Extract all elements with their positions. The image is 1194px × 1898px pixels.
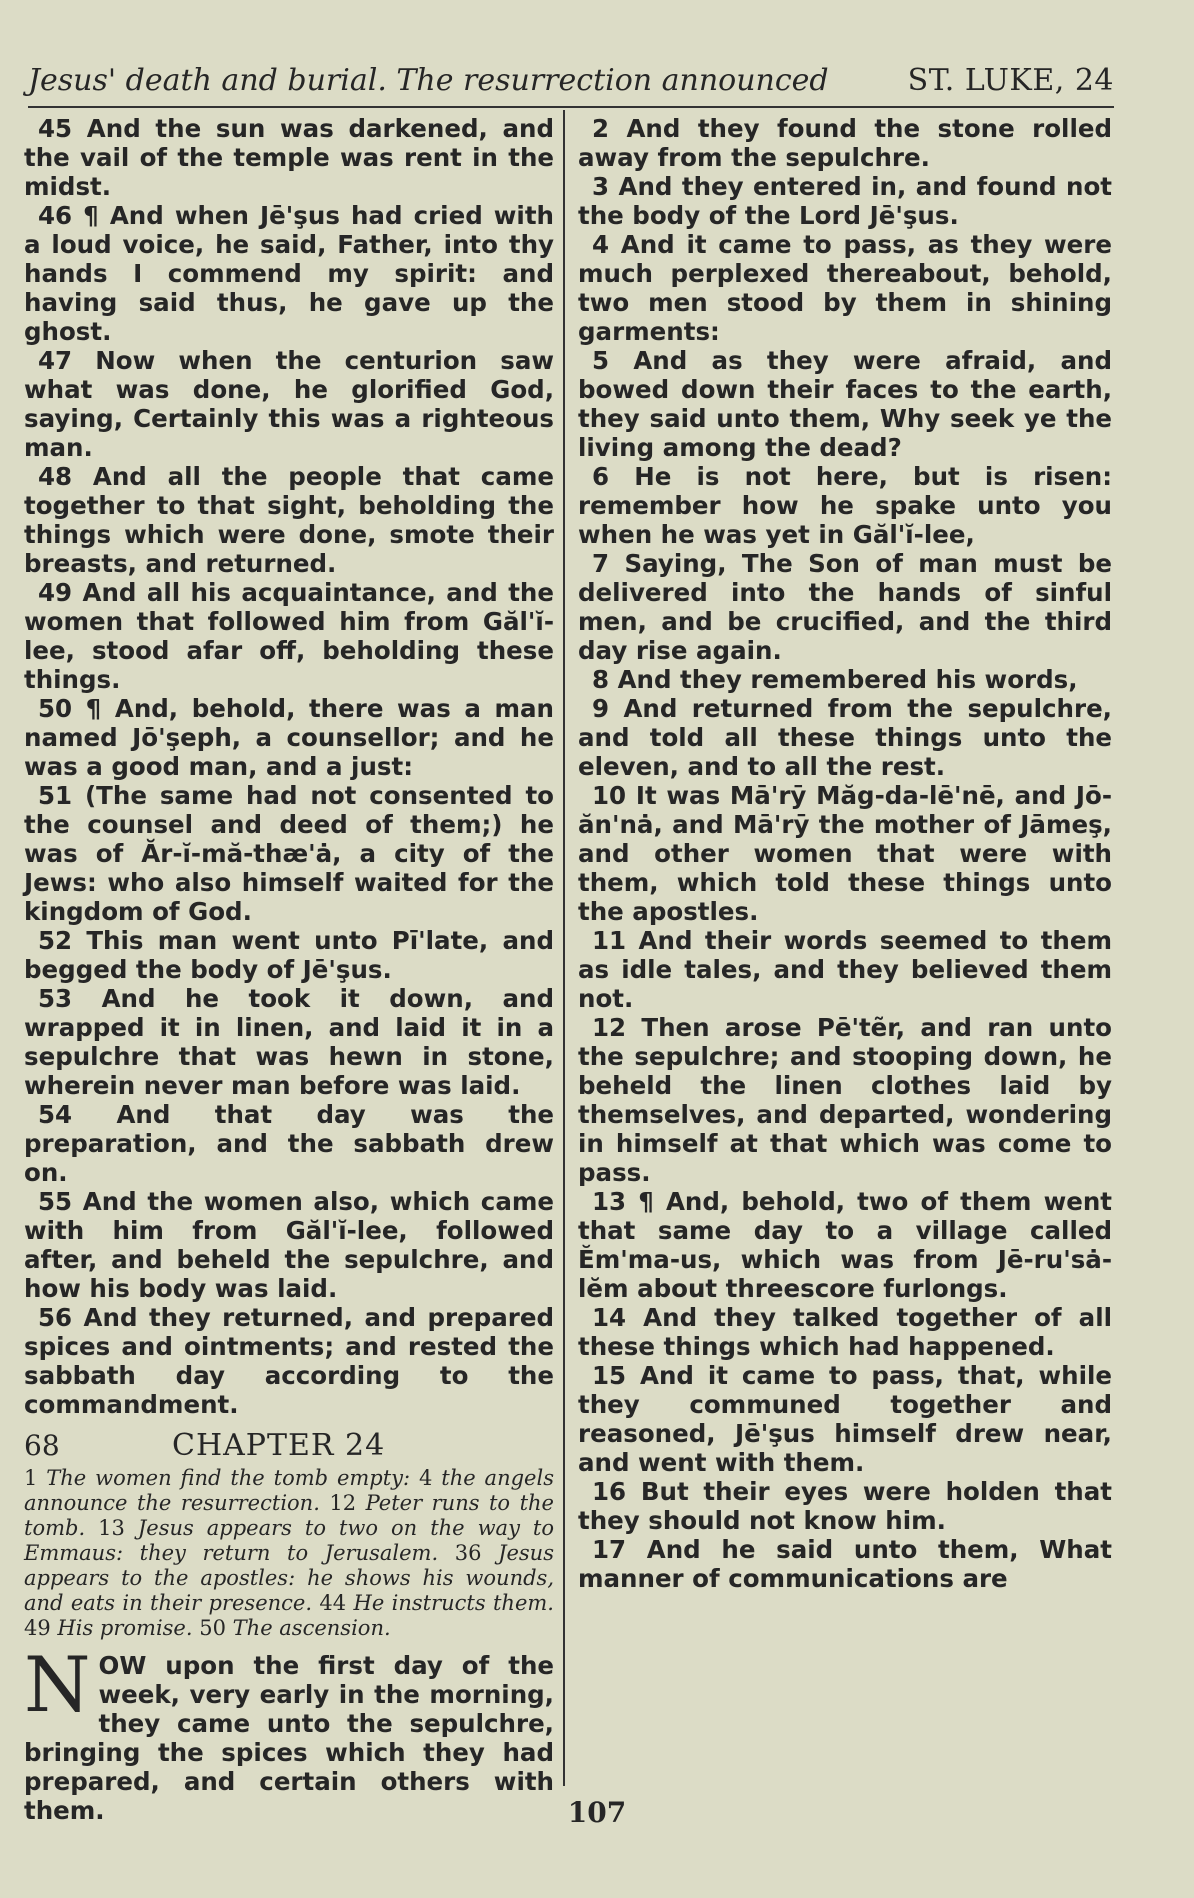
summary-text: His promise. — [57, 1616, 193, 1640]
chapter-index-number: 68 — [24, 1429, 60, 1462]
verse: 52 This man went unto Pī'late, and begged the body of Jē'şus. — [24, 926, 554, 984]
verse: 13 ¶ And, behold, two of them went that same day to a village called Ĕm'ma-us, which was from Jē-ru'sȧ-lĕm about threescore furlongs. — [578, 1187, 1112, 1303]
chapter-title: CHAPTER 24 — [172, 1428, 386, 1463]
verse: 49 And all his acquaintance, and the women that followed him from Găl'ĭ-lee, stood afar off, beholding these things. — [24, 578, 554, 694]
summary-verse-ref: 44 — [319, 1591, 347, 1615]
verse: 48 And all the people that came together to that sight, beholding the things which were done, smote their breasts, and returned. — [24, 462, 554, 578]
summary-verse-ref: 13 — [98, 1516, 125, 1540]
header-section-title: Jesus' death and burial. The resurrection announced — [28, 63, 829, 98]
verse: 11 And their words seemed to them as idle tales, and they believed them not. — [578, 926, 1112, 1013]
verse: 7 Saying, The Son of man must be delivered into the hands of sinful men, and be crucified, and the third day rise again. — [578, 549, 1112, 665]
verse: 50 ¶ And, behold, there was a man named Jō'şeph, a counsellor; and he was a good man, and a just: — [24, 694, 554, 781]
running-header — [28, 54, 1114, 98]
summary-text: the angels announce the resurrection. — [24, 1466, 554, 1515]
verse: 46 ¶ And when Jē'şus had cried with a loud voice, he said, Father, into thy hands I commend my spirit: and having said thus, he gave up the ghost. — [24, 201, 554, 346]
summary-verse-ref: 12 — [329, 1491, 357, 1515]
summary-verse-ref: 4 — [419, 1466, 433, 1490]
verse: 17 And he said unto them, What manner of communications are — [578, 1535, 1112, 1593]
right-column — [578, 114, 1112, 1788]
verse: 55 And the women also, which came with him from Găl'ĭ-lee, followed after, and beheld the sepulchre, and how his body was laid. — [24, 1187, 554, 1303]
left-verses — [24, 114, 554, 1419]
verse: 53 And he took it down, and wrapped it in linen, and laid it in a sepulchre that was hewn in stone, wherein never man before was laid. — [24, 984, 554, 1100]
summary-verse-ref: 36 — [454, 1541, 482, 1565]
verse: 9 And returned from the sepulchre, and told all these things unto the eleven, and to all the rest. — [578, 694, 1112, 781]
header-book-chapter: ST. LUKE, 24 — [907, 63, 1114, 98]
summary-text: Jesus appears to the apostles: he shows his wounds, and eats in their presence. — [24, 1541, 554, 1615]
drop-cap: N — [24, 1640, 91, 1729]
summary-verse-ref: 50 — [199, 1616, 226, 1640]
verse: 56 And they returned, and prepared spices and ointments; and rested the sabbath day according to the commandment. — [24, 1303, 554, 1419]
verse: 6 He is not here, but is risen: remember how he spake unto you when he was yet in Găl'ĭ-lee, — [578, 462, 1112, 549]
right-verses — [578, 114, 1112, 1593]
verse: 51 (The same had not consented to the counsel and deed of them;) he was of Ăr-ĭ-mă-thæ'ȧ, a city of the Jews: who also himself waited for the kingdom of God. — [24, 781, 554, 926]
chapter-summary — [24, 1466, 554, 1641]
summary-verse-ref: 1 — [24, 1466, 38, 1490]
verse: 12 Then arose Pē'tẽr, and ran unto the sepulchre; and stooping down, he beheld the linen clothes laid by themselves, and departed, wondering in himself at that which was come to pass. — [578, 1013, 1112, 1187]
verse: 8 And they remembered his words, — [592, 665, 1078, 694]
verse: 16 But their eyes were holden that they should not know him. — [578, 1477, 1112, 1535]
verse: 10 It was Mā'rȳ Măg-da-lē'nē, and Jō-ăn'nȧ, and Mā'rȳ the mother of Jāmeş, and other women that were with them, which told these things unto the apostles. — [578, 781, 1112, 926]
verse: 15 And it came to pass, that, while they communed together and reasoned, Jē'şus himself drew near, and went with them. — [578, 1361, 1112, 1477]
verse: 47 Now when the centurion saw what was done, he glorified God, saying, Certainly this was a righteous man. — [24, 346, 554, 462]
summary-text: The women find the tomb empty: — [46, 1466, 411, 1490]
verse: 54 And that day was the preparation, and the sabbath drew on. — [24, 1100, 554, 1187]
verse: 5 And as they were afraid, and bowed down their faces to the earth, they said unto them, Why seek ye the living among the dead? — [578, 346, 1112, 462]
summary-verse-ref: 49 — [24, 1616, 51, 1640]
page-number: 107 — [567, 1796, 627, 1829]
summary-text: Jesus appears to two on the way to Emmaus: they return to Jerusalem. — [24, 1516, 554, 1565]
verse: 3 And they entered in, and found not the body of the Lord Jē'şus. — [578, 172, 1112, 230]
left-column — [24, 114, 554, 1825]
verse: 4 And it came to pass, as they were much perplexed thereabout, behold, two men stood by them in shining garments: — [578, 230, 1112, 346]
header-rule — [28, 106, 1114, 108]
summary-text: The ascension. — [232, 1616, 391, 1640]
verse: 45 And the sun was darkened, and the vail of the temple was rent in the midst. — [24, 114, 554, 201]
verse: 2 And they found the stone rolled away from the sepulchre. — [578, 114, 1112, 172]
summary-text: He instructs them. — [353, 1591, 554, 1615]
chapter-heading — [24, 1428, 554, 1463]
opening-text: OW upon the first day of the week, very early in the morning, they came unto the sepulchre, bringing the spices which they had prepared, and certain others with them. — [24, 1651, 554, 1825]
column-divider — [563, 110, 565, 1786]
verse: 14 And they talked together of all these things which had happened. — [578, 1303, 1112, 1361]
summary-text: Peter runs to the tomb. — [24, 1491, 554, 1540]
